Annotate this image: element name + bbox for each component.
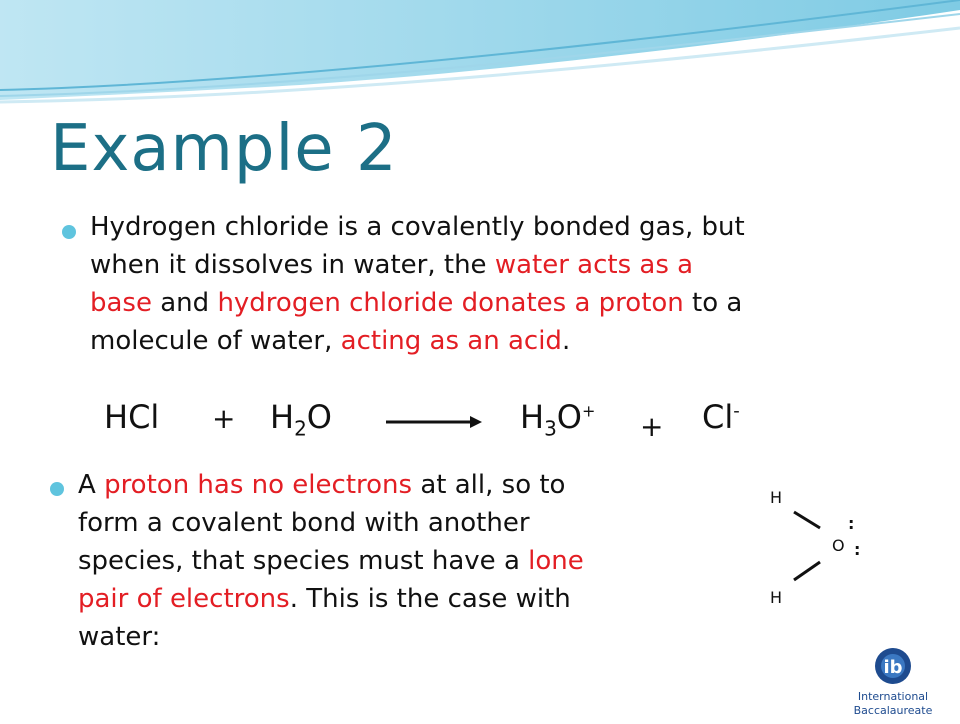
subscript: 2 — [294, 416, 307, 441]
water-molecule-diagram — [760, 480, 880, 610]
hydrogen-atom-bottom: H — [770, 588, 783, 607]
bullet-dot-1 — [62, 225, 76, 239]
lone-pair-1: : — [848, 514, 855, 533]
highlight-text: water acts as a — [494, 250, 694, 280]
text-run: species, that species must have a — [78, 546, 529, 576]
equation-reactant-water — [270, 398, 332, 440]
bullet-1-line-4 — [90, 322, 910, 360]
header-wave-decoration — [0, 0, 960, 120]
superscript: + — [581, 401, 596, 421]
highlight-text: lone — [528, 546, 584, 576]
bullet-1-line-1: Hydrogen chloride is a covalently bonded gas, but — [90, 212, 745, 242]
bullet-2-line-4 — [78, 580, 738, 618]
bullet-2-line-3 — [78, 542, 738, 580]
bullet-1-line-3 — [90, 284, 910, 322]
hydrogen-atom-top: H — [770, 488, 783, 507]
logo-line-2: Baccalaureate — [853, 704, 933, 717]
text-run: at all, so to — [412, 470, 566, 500]
highlight-text: proton has no electrons — [104, 470, 413, 500]
highlight-text: pair of electrons — [78, 584, 290, 614]
bullet-2-line-2: form a covalent bond with another — [78, 508, 530, 538]
text-run: H — [520, 398, 545, 436]
text-run: O — [306, 398, 332, 436]
text-run: A — [78, 470, 105, 500]
highlight-text: acting as an acid — [340, 326, 562, 356]
text-run: molecule of water, — [90, 326, 341, 356]
oxygen-atom: O — [832, 536, 845, 555]
superscript: - — [733, 400, 740, 422]
equation-product-chloride — [702, 398, 740, 436]
equation-plus-1: + — [212, 402, 236, 435]
highlight-text: base — [90, 288, 152, 318]
bullet-2-text — [78, 466, 738, 656]
ib-logo — [826, 642, 960, 720]
highlight-text: hydrogen chloride donates a proton — [217, 288, 684, 318]
bullet-2-line-5: water: — [78, 622, 161, 652]
lone-pair-2: : — [854, 540, 861, 559]
slide-title: Example 2 — [50, 112, 398, 186]
bullet-1-line-2 — [90, 246, 910, 284]
equation-plus-2: + — [640, 410, 664, 443]
equation-reactant-hcl: HCl — [104, 398, 160, 436]
bullet-2-line-1 — [78, 466, 738, 504]
logo-line-1: International — [857, 690, 929, 703]
text-run: . This is the case with — [289, 584, 571, 614]
text-run: Cl — [702, 398, 734, 436]
bond-lines — [760, 480, 880, 610]
bullet-1-text — [90, 208, 910, 360]
text-run: H — [270, 398, 295, 436]
text-run: when it dissolves in water, the — [90, 250, 495, 280]
bullet-dot-2 — [50, 482, 64, 496]
equation-product-hydronium — [520, 398, 595, 440]
text-run: to a — [683, 288, 743, 318]
subscript: 3 — [544, 416, 557, 441]
text-run: and — [151, 288, 218, 318]
text-run: . — [561, 326, 571, 356]
logo-mark-text: ib — [883, 657, 903, 678]
ib-logo-mark-icon — [826, 642, 960, 720]
text-run: O — [556, 398, 582, 436]
reaction-arrow-icon — [386, 412, 482, 432]
